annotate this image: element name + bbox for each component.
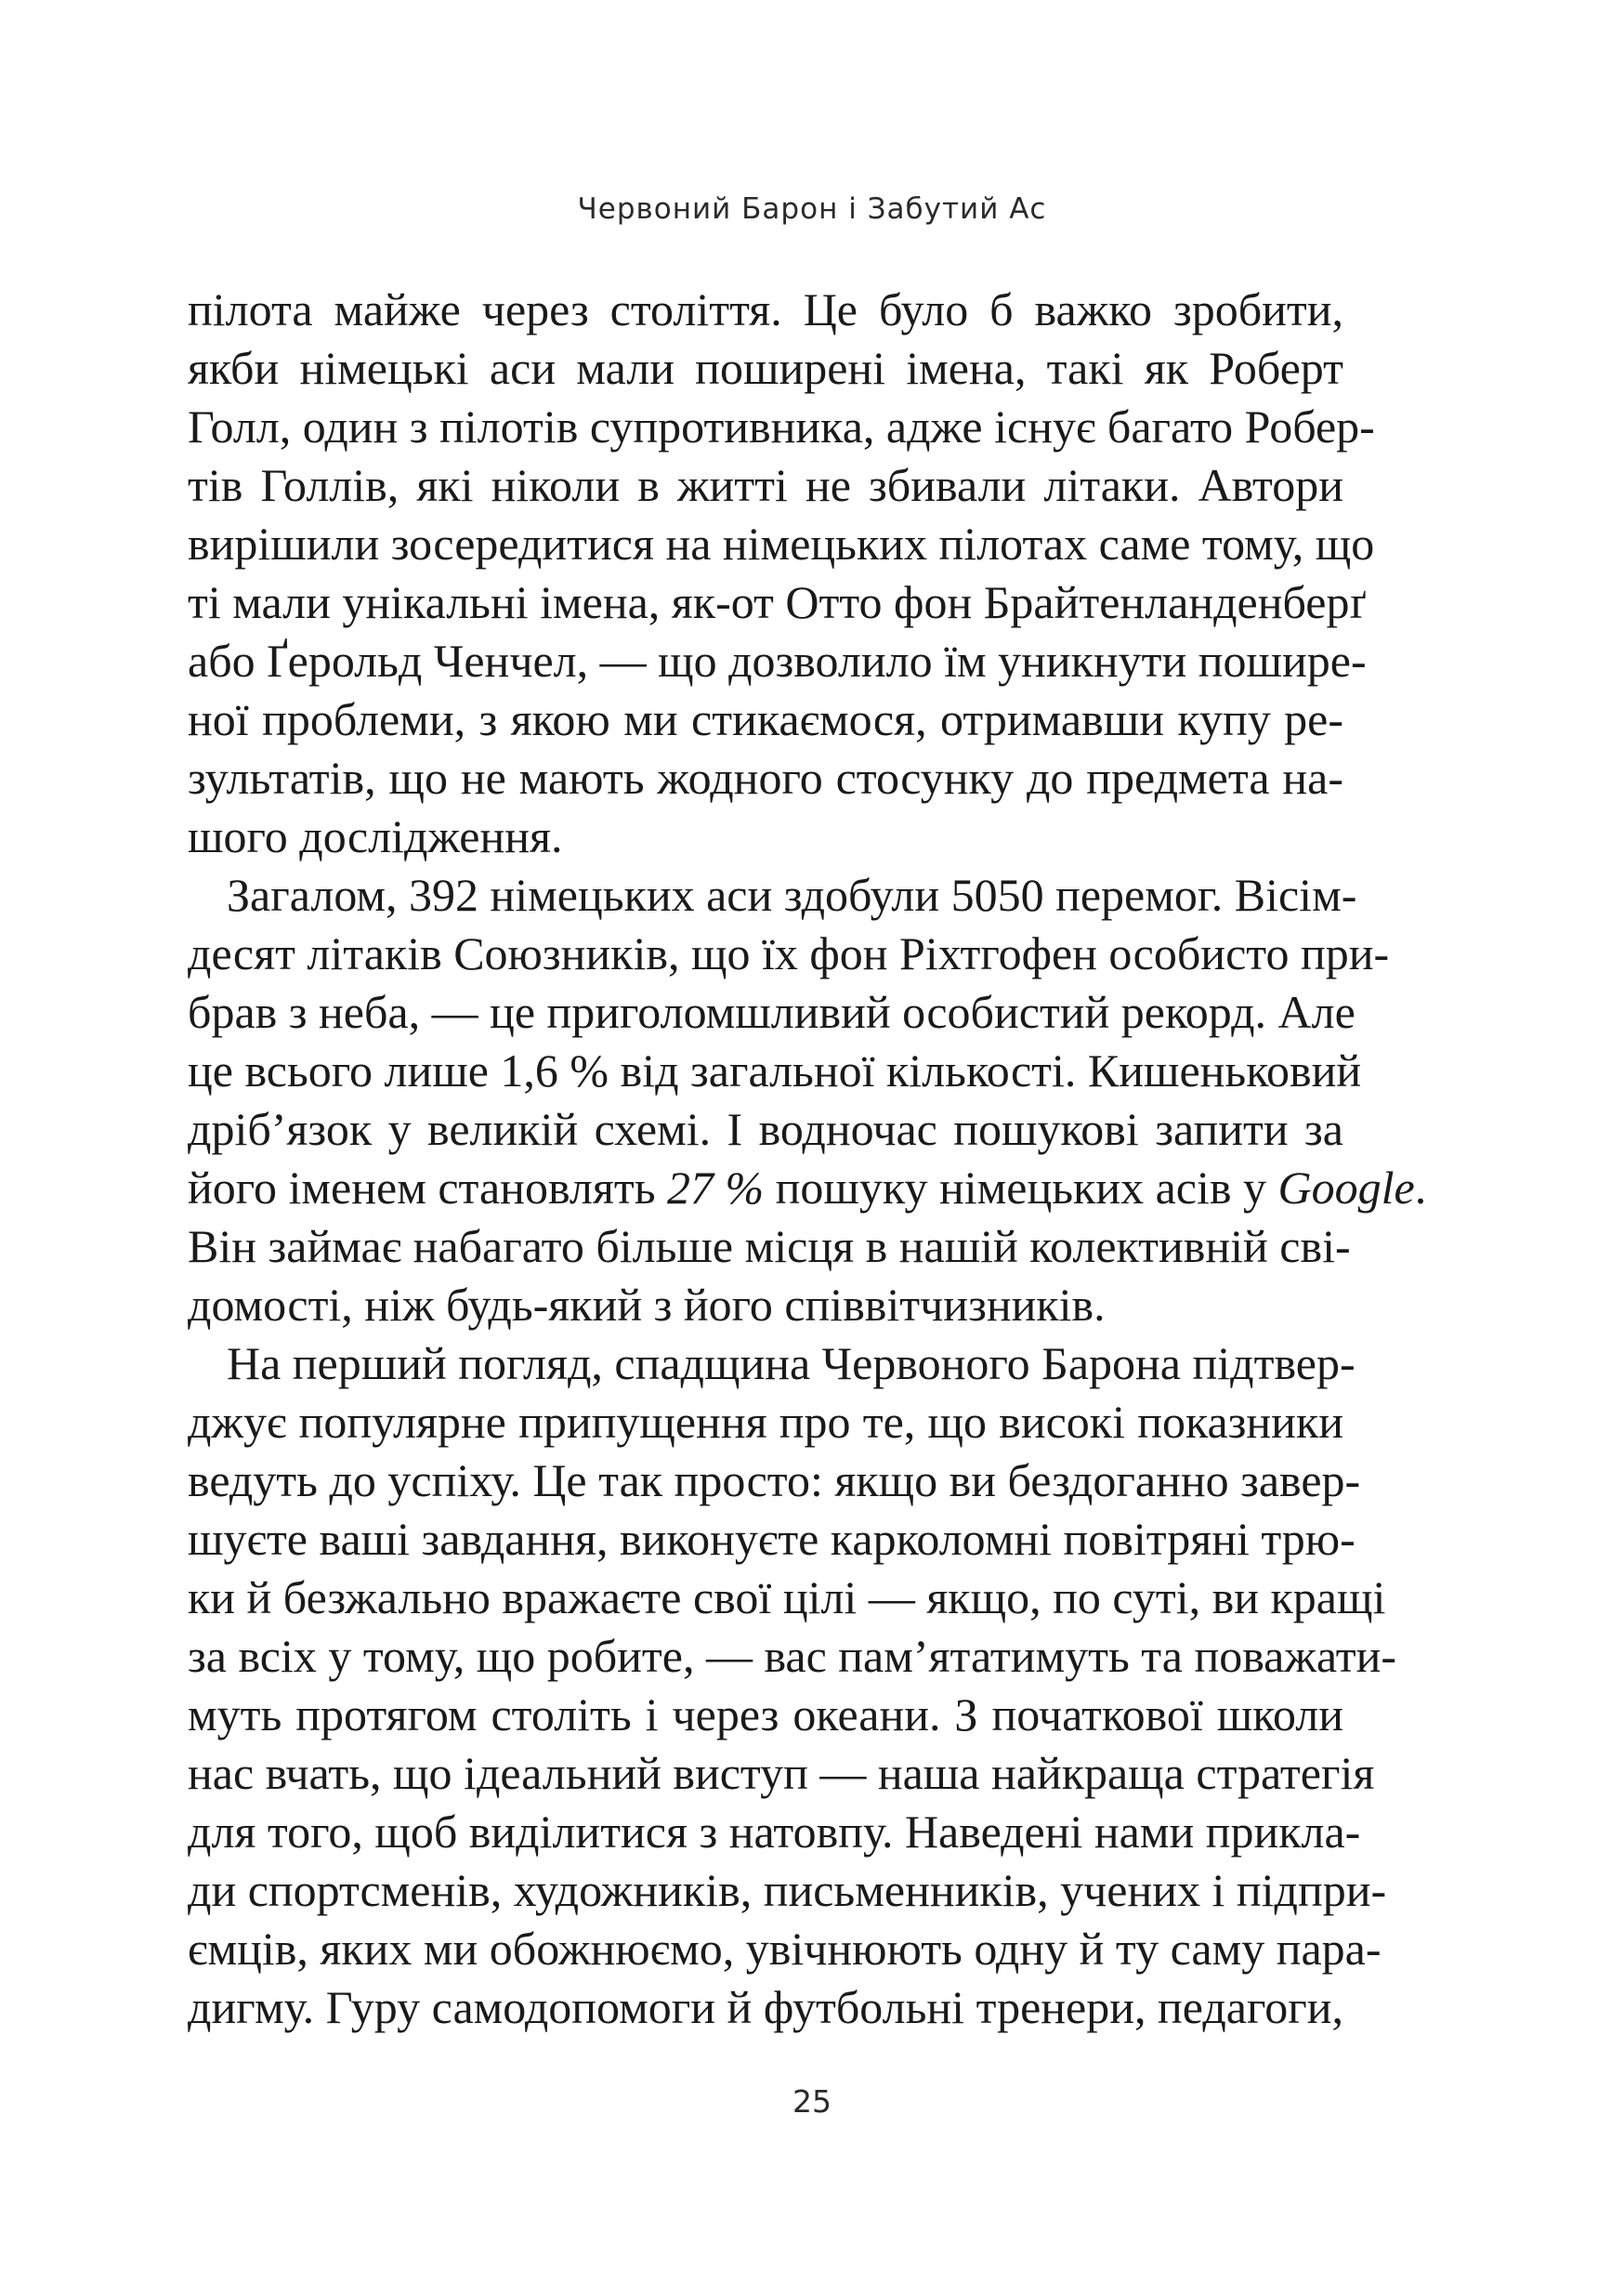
text-line: для того, щоб виділитися з натовпу. Наведені нами прикла-	[188, 1806, 1361, 1858]
text-line: Голл, один з пілотів супротивника, адже існує багато Робер-	[188, 401, 1375, 453]
text-line: якби німецькі аси мали поширені імена, такі як Роберт	[188, 342, 1343, 394]
emphasis-google: Google	[1277, 1162, 1415, 1214]
text-line: десят літаків Союзників, що їх фон Ріхтгофен особисто при-	[188, 927, 1390, 979]
body-text	[188, 281, 1427, 2037]
paragraph-first-line: Загалом, 392 німецьких аси здобули 5050 перемог. Вісім-	[227, 869, 1357, 921]
text-line: домості, ніж будь-який з його співвітчизників.	[188, 1279, 1106, 1331]
page-number: 25	[792, 2083, 832, 2120]
text-line: дріб’язок у великій схемі. І водночас пошукові запити за	[188, 1103, 1343, 1155]
text-line: це всього лише 1,6 % від загальної кількості. Кишеньковий	[188, 1044, 1362, 1097]
running-header-title: Червоний Барон і Забутий Ас	[577, 192, 1047, 226]
text-line: ємців, яких ми обожнюємо, увічнюють одну й ту саму пара-	[188, 1923, 1382, 1975]
text-line: нас вчать, що ідеальний виступ — наша найкраща стратегія	[188, 1747, 1375, 1799]
text-line: вирішили зосередитися на німецьких пілотах саме тому, що	[188, 518, 1375, 570]
text-line: зультатів, що не мають жодного стосунку до предмета на-	[188, 752, 1343, 804]
text-line: муть протягом століть і через океани. З початкової школи	[188, 1688, 1343, 1740]
emphasis-percent: 27 %	[667, 1162, 765, 1214]
text-line: за всіх у тому, що робите, — вас пам’ятатимуть та поважати-	[188, 1630, 1397, 1682]
text-line: брав з неба, — це приголомшливий особистий рекорд. Але	[188, 986, 1356, 1038]
text-run: .	[1414, 1162, 1427, 1214]
text-run: пошуку німецьких асів у	[764, 1162, 1278, 1214]
text-line: ті мали унікальні імена, як-от Отто фон Брайтенланденберґ	[188, 576, 1366, 628]
text-line: ди спортсменів, художників, письменників, учених і підпри-	[188, 1864, 1387, 1916]
text-line: або Ґерольд Ченчел, — що дозволило їм уникнути пошире-	[188, 635, 1367, 687]
text-line: дигму. Гуру самодопомоги й футбольні тренери, педагоги,	[188, 1981, 1343, 2033]
text-line: тів Голлів, які ніколи в житті не збивали літаки. Автори	[188, 459, 1343, 511]
text-line: ведуть до успіху. Це так просто: якщо ви бездоганно завер-	[188, 1454, 1361, 1506]
text-line: пілота майже через століття. Це було б важко зробити,	[188, 283, 1343, 335]
text-line: шого дослідження.	[188, 810, 563, 862]
text-line-with-emphasis	[188, 1159, 1427, 1217]
paragraph-first-line: На перший погляд, спадщина Червоного Барона підтвер-	[227, 1337, 1356, 1389]
text-line: ної проблеми, з якою ми стикаємося, отримавши купу ре-	[188, 693, 1343, 745]
text-line: джує популярне припущення про те, що високі показники	[188, 1396, 1343, 1448]
text-run: його іменем становлять	[188, 1162, 667, 1214]
text-line: ки й безжально вражаєте свої цілі — якщо, по суті, ви кращі	[188, 1571, 1386, 1623]
text-line: Він займає набагато більше місця в нашій колективній сві-	[188, 1220, 1351, 1272]
text-line: шуєте ваші завдання, виконуєте карколомні повітряні трю-	[188, 1513, 1356, 1565]
